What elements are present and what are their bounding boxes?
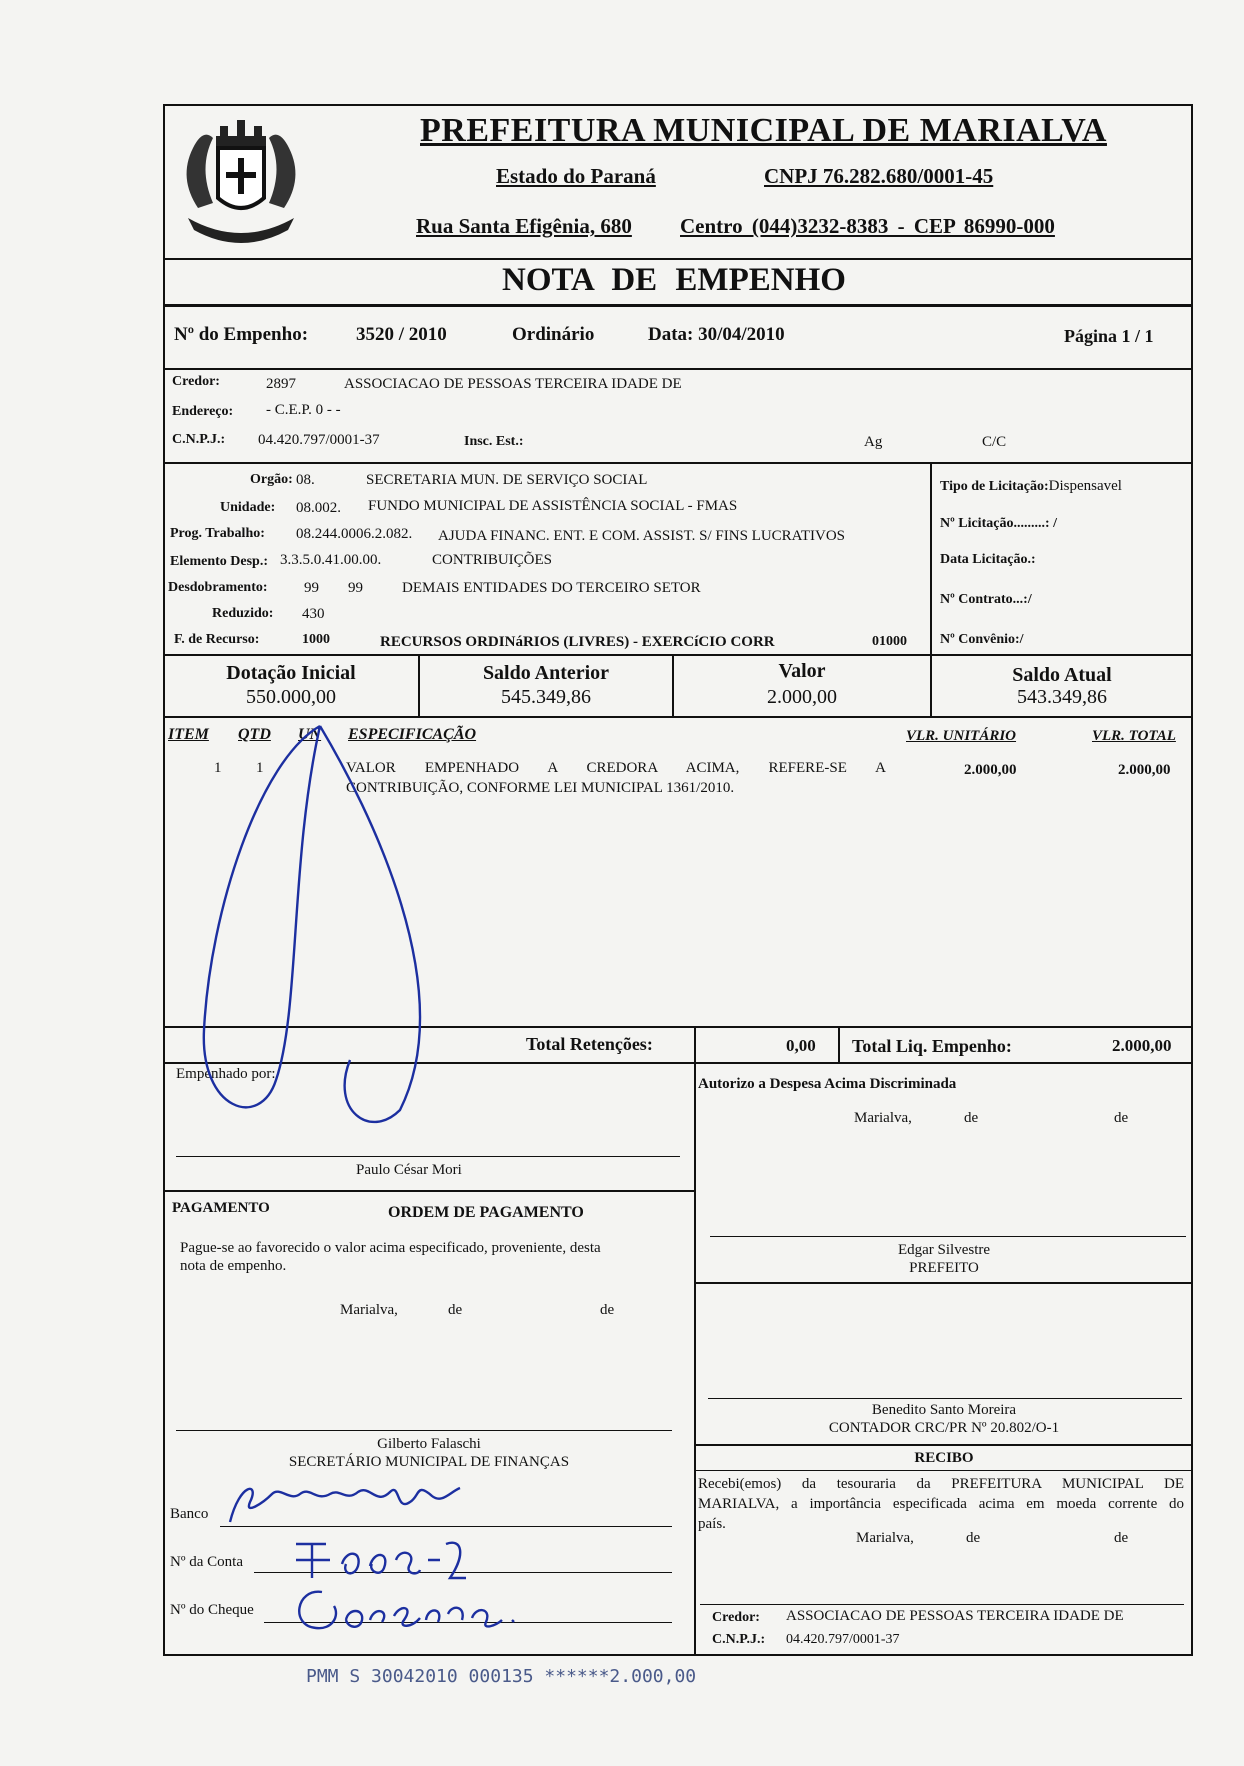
pagamento-de1: de — [448, 1302, 463, 1318]
credor-label: Credor: — [172, 374, 220, 389]
recibo-credor-name: ASSOCIACAO DE PESSOAS TERCEIRA IDADE DE — [786, 1608, 1124, 1624]
valor-value: 2.000,00 — [767, 686, 837, 708]
item-unit-value: 2.000,00 — [964, 762, 1017, 778]
item-spec-line1: VALOR EMPENHADO A CREDORA ACIMA, REFERE-SE A — [346, 760, 886, 776]
page-number: Página 1 / 1 — [1064, 326, 1154, 346]
prefeito-name: Edgar Silvestre — [897, 1242, 991, 1258]
credor-cnpj-label: C.N.P.J.: — [172, 432, 226, 447]
item-qty: 1 — [256, 760, 264, 776]
recibo-place: Marialva, — [856, 1530, 914, 1546]
secretario-name: Gilberto Falaschi — [377, 1436, 481, 1452]
pagamento-de2: de — [600, 1302, 615, 1318]
elemento-code: 3.3.5.0.41.00.00. — [280, 552, 382, 568]
prog-trabalho-name: AJUDA FINANC. ENT. E COM. ASSIST. S/ FINS LUCRATIVOS — [438, 528, 845, 544]
handwritten-bank-name — [220, 1472, 470, 1532]
licitacao-date: Data Licitação.: — [940, 552, 1036, 567]
pagamento-text1: Pague-se ao favorecido o valor acima especificado, proveniente, desta — [180, 1240, 601, 1256]
pagamento-text2: nota de empenho. — [180, 1258, 287, 1274]
contador-role: CONTADOR CRC/PR Nº 20.802/O-1 — [828, 1420, 1060, 1436]
saldo-atual-value: 543.349,86 — [1017, 686, 1107, 708]
reduzido-value: 430 — [302, 606, 325, 622]
empenho-number: 3520 / 2010 — [356, 324, 447, 345]
pagamento-label: PAGAMENTO — [172, 1200, 270, 1216]
ordem-pagamento-label: ORDEM DE PAGAMENTO — [388, 1204, 584, 1221]
handwritten-cheque-number — [286, 1580, 526, 1636]
secretario-role: SECRETÁRIO MUNICIPAL DE FINANÇAS — [288, 1454, 570, 1470]
municipality-contact: Centro (044)3232-8383 - CEP 86990-000 — [680, 214, 1055, 238]
col-total-value: VLR. TOTAL — [1092, 728, 1176, 744]
elemento-label: Elemento Desp.: — [170, 554, 268, 569]
credor-name: ASSOCIACAO DE PESSOAS TERCEIRA IDADE DE — [344, 376, 682, 392]
total-retencoes-label: Total Retenções: — [526, 1034, 653, 1054]
state-name: Estado do Paraná — [496, 164, 656, 188]
contrato-number: Nº Contrato...:/ — [940, 592, 1032, 607]
credor-address: - C.E.P. 0 - - — [266, 402, 341, 418]
contador-name: Benedito Santo Moreira — [871, 1402, 1017, 1418]
autorizo-de2: de — [1114, 1110, 1129, 1126]
autorizo-place: Marialva, — [854, 1110, 912, 1126]
pagamento-place: Marialva, — [340, 1302, 398, 1318]
licitacao-number: Nº Licitação.........: / — [940, 516, 1057, 531]
recibo-cnpj-label: C.N.P.J.: — [712, 1632, 766, 1647]
address-label: Endereço: — [172, 404, 234, 419]
authentication-stamp: PMM S 30042010 000135 ******2.000,00 — [306, 1666, 697, 1687]
recibo-text2: MARIALVA, a importância especificada acima em moeda corrente do — [698, 1496, 1184, 1512]
recibo-de1: de — [966, 1530, 981, 1546]
recibo-text3: país. — [698, 1516, 726, 1532]
convenio-number: Nº Convênio:/ — [940, 632, 1024, 647]
orgao-name: SECRETARIA MUN. DE SERVIÇO SOCIAL — [366, 472, 648, 488]
elemento-name: CONTRIBUIÇÕES — [432, 552, 553, 568]
credor-cnpj: 04.420.797/0001-37 — [258, 432, 380, 448]
prefeito-role: PREFEITO — [909, 1260, 979, 1276]
empenhado-label: Empenhado por: — [176, 1066, 276, 1082]
saldo-anterior-label: Saldo Anterior — [482, 662, 610, 684]
recibo-cnpj: 04.420.797/0001-37 — [786, 1632, 900, 1647]
saldo-anterior-value: 545.349,86 — [501, 686, 591, 708]
autorizo-de1: de — [964, 1110, 979, 1126]
valor-label: Valor — [778, 660, 826, 682]
tipo-licitacao-label: Tipo de Licitação:Dispensavel — [940, 478, 1122, 494]
item-spec-line2: CONTRIBUIÇÃO, CONFORME LEI MUNICIPAL 1361/2010. — [346, 780, 735, 796]
empenho-type: Ordinário — [512, 324, 595, 345]
handwritten-loop-signature — [180, 710, 460, 1130]
handwritten-account-number — [286, 1530, 466, 1586]
municipality-title: PREFEITURA MUNICIPAL DE MARIALVA — [420, 112, 1107, 149]
recibo-label: RECIBO — [914, 1450, 974, 1466]
item-total-value: 2.000,00 — [1118, 762, 1171, 778]
coat-of-arms-logo — [168, 108, 314, 254]
empenho-number-label: Nº do Empenho: — [174, 324, 309, 345]
prog-trabalho-label: Prog. Trabalho: — [170, 526, 265, 541]
insc-est-label: Insc. Est.: — [464, 434, 524, 449]
empenho-date: Data: 30/04/2010 — [648, 324, 785, 345]
account-label: C/C — [982, 434, 1007, 450]
fonte-label: F. de Recurso: — [174, 632, 260, 647]
col-spec: ESPECIFICAÇÃO — [348, 726, 477, 743]
col-item: ITEM — [168, 726, 209, 743]
col-unit-value: VLR. UNITÁRIO — [906, 728, 1017, 744]
banco-label: Banco — [170, 1506, 209, 1522]
dotacao-label: Dotação Inicial — [226, 662, 356, 684]
fonte-num: 01000 — [872, 634, 907, 649]
col-un: UN — [298, 726, 322, 743]
reduzido-label: Reduzido: — [212, 606, 274, 621]
desdobramento-b: 99 — [348, 580, 363, 596]
unidade-name: FUNDO MUNICIPAL DE ASSISTÊNCIA SOCIAL - FMAS — [368, 498, 738, 514]
fonte-name: RECURSOS ORDINáRIOS (LIVRES) - EXERCíCIO CORR — [380, 634, 775, 650]
prog-trabalho-code: 08.244.0006.2.082. — [296, 526, 413, 542]
tipo-licitacao-value: Dispensavel — [1048, 478, 1122, 494]
municipality-cnpj: CNPJ 76.282.680/0001-45 — [764, 164, 994, 188]
desdobramento-label: Desdobramento: — [168, 580, 268, 595]
municipality-address: Rua Santa Efigênia, 680 — [416, 214, 632, 238]
autorizo-label: Autorizo a Despesa Acima Discriminada — [698, 1076, 957, 1092]
recibo-credor-label: Credor: — [712, 1610, 760, 1625]
dotacao-value: 550.000,00 — [246, 686, 336, 708]
total-liq-value: 2.000,00 — [1112, 1036, 1172, 1055]
total-retencoes-value: 0,00 — [786, 1036, 816, 1055]
recibo-text1: Recebi(emos) da tesouraria da PREFEITURA MUNICIPAL DE — [698, 1476, 1184, 1492]
orgao-code: 08. — [296, 472, 315, 488]
conta-label: Nº da Conta — [170, 1554, 243, 1570]
desdobramento-a: 99 — [304, 580, 319, 596]
credor-code: 2897 — [266, 376, 296, 392]
recibo-de2: de — [1114, 1530, 1129, 1546]
total-liq-label: Total Liq. Empenho: — [852, 1036, 1012, 1056]
orgao-label: Orgão: — [250, 472, 293, 487]
saldo-atual-label: Saldo Atual — [1012, 664, 1112, 686]
unidade-code: 08.002. — [296, 500, 341, 516]
fonte-code: 1000 — [302, 632, 330, 647]
desdobramento-name: DEMAIS ENTIDADES DO TERCEIRO SETOR — [402, 580, 701, 596]
item-number: 1 — [214, 760, 222, 776]
agency-label: Ag — [864, 434, 883, 450]
empenhado-name: Paulo César Mori — [356, 1162, 462, 1178]
unidade-label: Unidade: — [220, 500, 276, 515]
cheque-label: Nº do Cheque — [170, 1602, 254, 1618]
col-qtd: QTD — [238, 726, 271, 743]
document-title: NOTA DE EMPENHO — [502, 262, 846, 298]
